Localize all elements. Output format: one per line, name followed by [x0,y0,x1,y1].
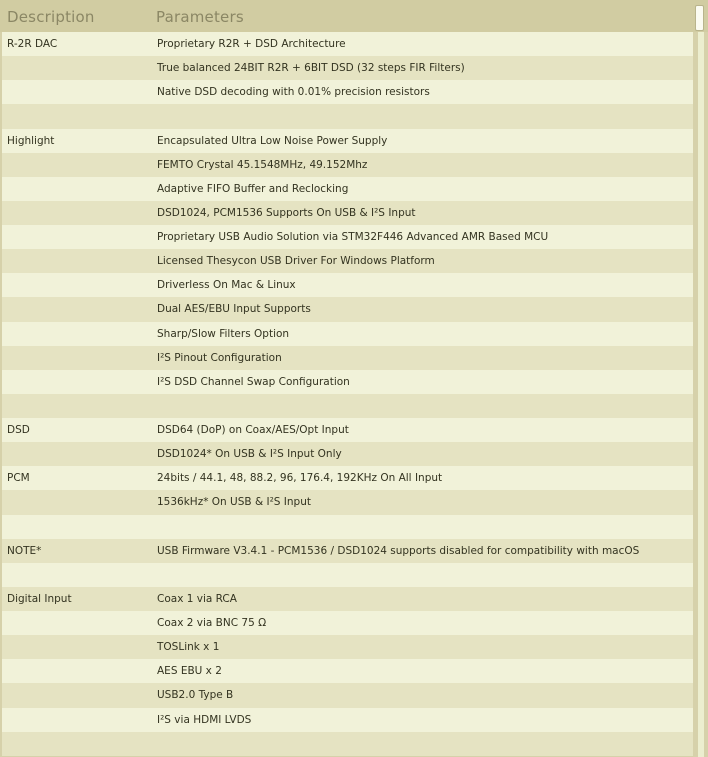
parameter-cell: Coax 1 via RCA [157,592,237,605]
table-row [0,563,708,587]
parameter-cell: Native DSD decoding with 0.01% precision resistors [157,86,430,99]
parameter-cell: I²S Pinout Configuration [157,351,282,364]
row-background [2,683,693,707]
parameter-cell: TOSLink x 1 [157,641,220,654]
table-row [0,104,708,128]
table-row [0,153,708,177]
row-background [2,273,693,297]
parameter-cell: DSD1024, PCM1536 Supports On USB & I²S Input [157,206,416,219]
table-row [0,297,708,321]
parameter-cell: USB2.0 Type B [157,689,234,702]
parameter-cell: Dual AES/EBU Input Supports [157,303,311,316]
row-background [2,104,693,128]
table-row [0,32,708,56]
table-row [0,515,708,539]
table-row [0,129,708,153]
description-cell: DSD [7,424,30,436]
table-row [0,249,708,273]
table-row [0,225,708,249]
row-background [2,611,693,635]
table-row [0,466,708,490]
row-background [2,635,693,659]
row-background [2,659,693,683]
parameter-cell: Driverless On Mac & Linux [157,279,296,292]
parameter-cell: I²S via HDMI LVDS [157,713,252,726]
table-header [0,0,708,32]
parameter-cell: FEMTO Crystal 45.1548MHz, 49.152Mhz [157,158,368,171]
description-column-header: Description [7,8,95,26]
table-row [0,442,708,466]
table-row [0,683,708,707]
parameter-cell: Encapsulated Ultra Low Noise Power Supply [157,134,388,147]
description-cell: R-2R DAC [7,38,58,50]
parameter-cell: Sharp/Slow Filters Option [157,327,290,340]
parameter-cell: Licensed Thesycon USB Driver For Windows Platform [157,255,435,268]
table-row [0,394,708,418]
parameters-column-header: Parameters [156,8,244,26]
table-row [0,346,708,370]
row-background [2,708,693,732]
description-cell: NOTE* [7,544,42,557]
description-cell: PCM [7,472,30,485]
table-row [0,490,708,514]
table-row [0,659,708,683]
table-row [0,587,708,611]
table-row [0,56,708,80]
table-row [0,539,708,563]
table-row [0,611,708,635]
row-background [2,732,693,756]
parameter-cell: AES EBU x 2 [157,665,222,678]
row-background [2,32,693,56]
row-background [2,442,693,466]
table-row [0,708,708,732]
table-row [0,418,708,442]
table-row [0,273,708,297]
parameter-cell: Adaptive FIFO Buffer and Reclocking [157,182,349,195]
table-row [0,322,708,346]
row-background [2,587,693,611]
parameter-cell: DSD64 (DoP) on Coax/AES/Opt Input [157,424,349,436]
row-background [2,394,693,418]
row-background [2,322,693,346]
parameter-cell: DSD1024* On USB & I²S Input Only [157,448,342,461]
description-cell: Digital Input [7,592,72,605]
row-background [2,490,693,514]
parameter-cell: 1536kHz* On USB & I²S Input [157,496,311,509]
parameter-cell: Coax 2 via BNC 75 Ω [157,617,267,629]
table-row [0,177,708,201]
row-background [2,346,693,370]
parameter-cell: Proprietary R2R + DSD Architecture [157,38,346,50]
table-row [0,80,708,104]
scrollbar-track[interactable] [698,32,704,757]
parameter-cell: I²S DSD Channel Swap Configuration [157,375,350,388]
parameter-cell: True balanced 24BIT R2R + 6BIT DSD (32 steps FIR Filters) [157,62,465,75]
parameter-cell: Proprietary USB Audio Solution via STM32F446 Advanced AMR Based MCU [157,231,549,243]
parameter-cell: USB Firmware V3.4.1 - PCM1536 / DSD1024 supports disabled for compatibility with macOS [157,544,640,557]
row-background [2,297,693,321]
table-body [0,32,708,756]
description-cell: Highlight [7,134,55,147]
table-row [0,201,708,225]
row-background [2,563,693,587]
table-row [0,370,708,394]
table-row [0,635,708,659]
table-row [0,732,708,756]
parameter-cell: 24bits / 44.1, 48, 88.2, 96, 176.4, 192KHz On All Input [157,472,443,485]
scrollbar-thumb[interactable] [695,5,704,31]
row-background [2,515,693,539]
